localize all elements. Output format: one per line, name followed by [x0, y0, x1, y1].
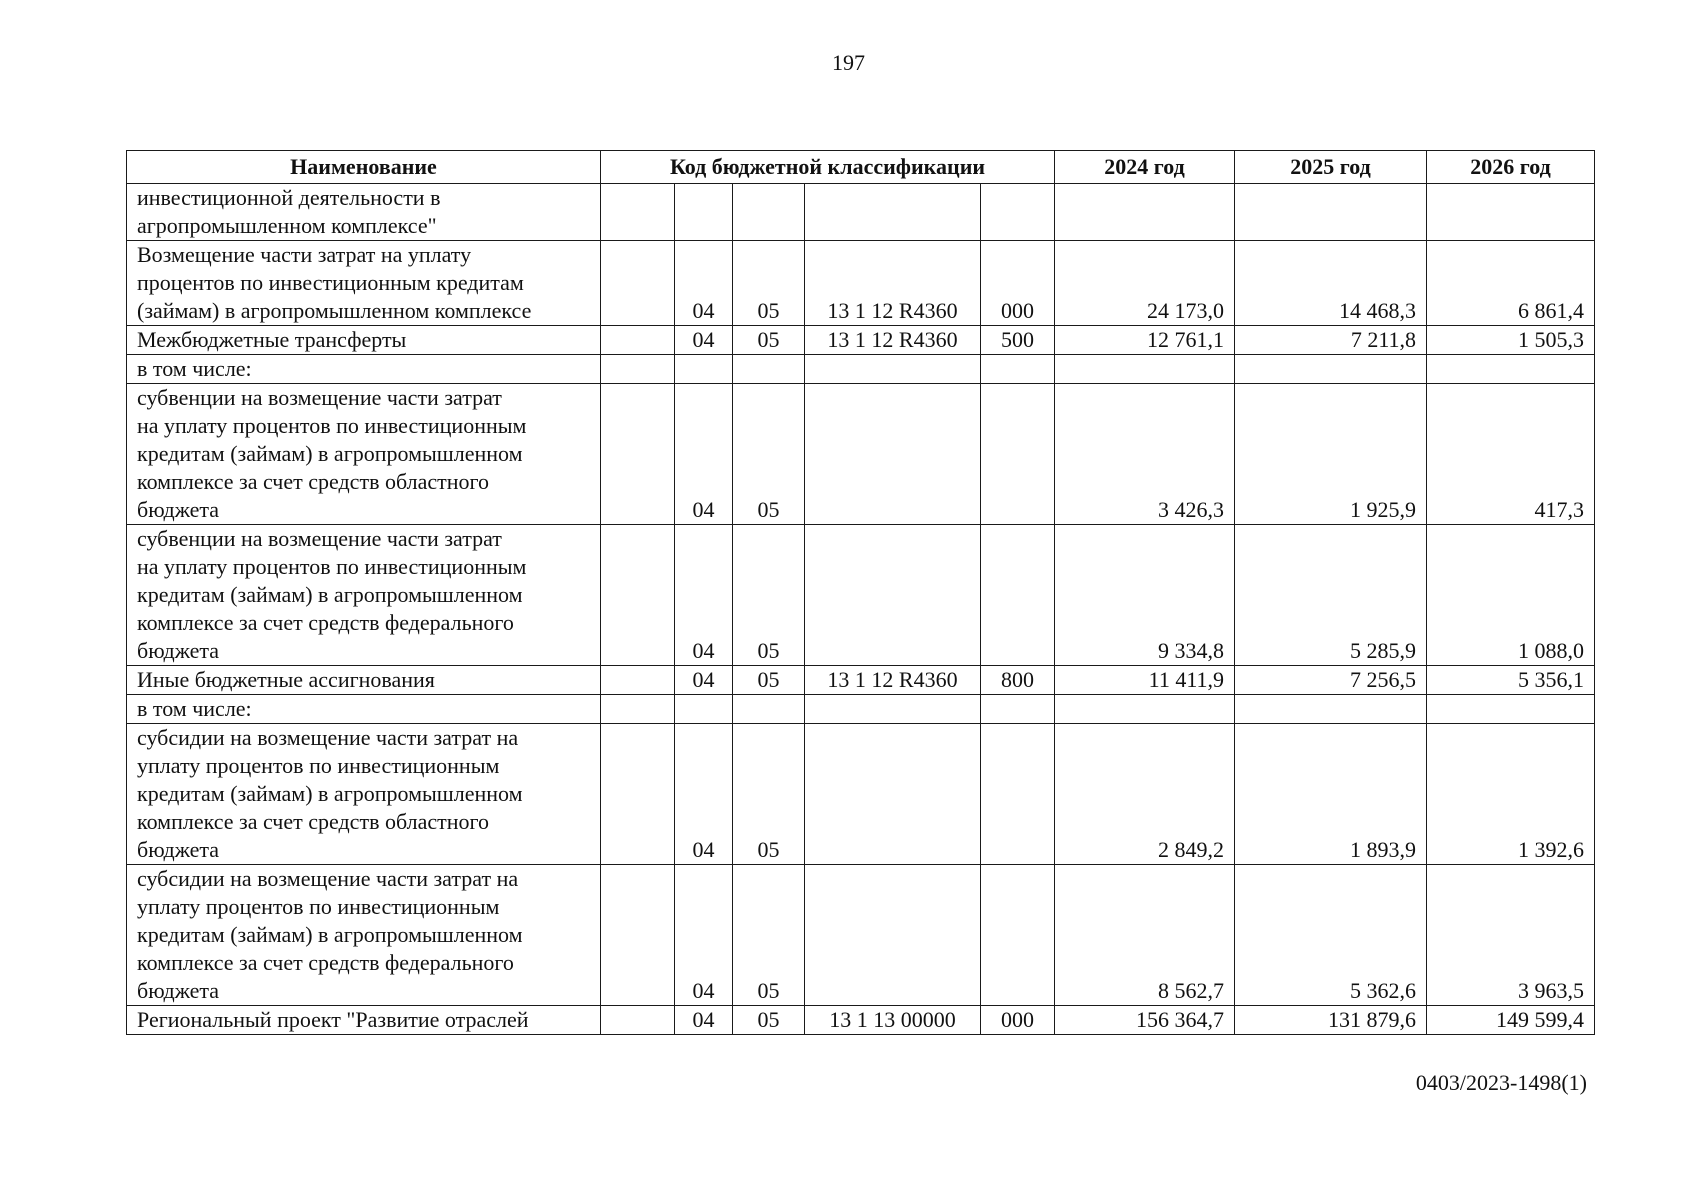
row-name-cell: Возмещение части затрат на уплату процентов по инвестиционным кредитам (займам) в агропромышленном комплексе [127, 241, 601, 326]
row-2024-cell: 11 411,9 [1055, 666, 1235, 695]
row-code-cell [601, 184, 675, 241]
row-2026-cell [1427, 184, 1595, 241]
row-name-cell: Межбюджетные трансферты [127, 326, 601, 355]
row-target-code-cell [805, 525, 981, 666]
row-subsection-cell: 05 [733, 1006, 805, 1035]
table-row [127, 666, 1595, 695]
row-expense-type-cell [981, 865, 1055, 1006]
row-target-code-cell: 13 1 13 00000 [805, 1006, 981, 1035]
row-2024-cell [1055, 695, 1235, 724]
row-target-code-cell: 13 1 12 R4360 [805, 241, 981, 326]
header-name: Наименование [127, 151, 601, 184]
row-code-cell [601, 384, 675, 525]
row-code-cell [601, 865, 675, 1006]
row-2025-cell: 1 893,9 [1235, 724, 1427, 865]
row-subsection-cell [733, 355, 805, 384]
row-expense-type-cell: 500 [981, 326, 1055, 355]
row-name-cell: Иные бюджетные ассигнования [127, 666, 601, 695]
table-header-row [127, 151, 1595, 184]
row-target-code-cell [805, 865, 981, 1006]
row-expense-type-cell [981, 724, 1055, 865]
header-2026: 2026 год [1427, 151, 1595, 184]
table-row [127, 525, 1595, 666]
row-subsection-cell: 05 [733, 326, 805, 355]
table-row [127, 241, 1595, 326]
row-code-cell [601, 355, 675, 384]
row-expense-type-cell [981, 695, 1055, 724]
row-target-code-cell [805, 695, 981, 724]
row-code-cell [601, 666, 675, 695]
row-name-cell: инвестиционной деятельности в агропромышленном комплексе" [127, 184, 601, 241]
row-code-cell [601, 241, 675, 326]
header-budget-code: Код бюджетной классификации [601, 151, 1055, 184]
row-name-cell: в том числе: [127, 355, 601, 384]
row-section-cell [675, 355, 733, 384]
row-2024-cell: 8 562,7 [1055, 865, 1235, 1006]
row-section-cell: 04 [675, 724, 733, 865]
row-section-cell: 04 [675, 525, 733, 666]
row-expense-type-cell [981, 525, 1055, 666]
row-2024-cell [1055, 184, 1235, 241]
budget-table [126, 150, 1595, 1035]
row-name-cell: субвенции на возмещение части затрат на уплату процентов по инвестиционным кредитам (займам) в агропромышленном комплексе за счет средств федерального бюджета [127, 525, 601, 666]
row-2025-cell [1235, 184, 1427, 241]
document-number: 0403/2023-1498(1) [1415, 1070, 1587, 1095]
row-2026-cell: 6 861,4 [1427, 241, 1595, 326]
row-expense-type-cell: 800 [981, 666, 1055, 695]
row-name-cell: в том числе: [127, 695, 601, 724]
row-2024-cell: 156 364,7 [1055, 1006, 1235, 1035]
row-section-cell: 04 [675, 1006, 733, 1035]
row-section-cell: 04 [675, 241, 733, 326]
row-section-cell [675, 184, 733, 241]
row-code-cell [601, 326, 675, 355]
row-expense-type-cell [981, 355, 1055, 384]
row-subsection-cell: 05 [733, 666, 805, 695]
row-subsection-cell: 05 [733, 525, 805, 666]
row-2024-cell: 9 334,8 [1055, 525, 1235, 666]
header-2024: 2024 год [1055, 151, 1235, 184]
row-target-code-cell [805, 184, 981, 241]
header-2025: 2025 год [1235, 151, 1427, 184]
row-code-cell [601, 695, 675, 724]
row-name-cell: субсидии на возмещение части затрат на уплату процентов по инвестиционным кредитам (займам) в агропромышленном комплексе за счет средств федерального бюджета [127, 865, 601, 1006]
row-subsection-cell [733, 184, 805, 241]
row-2026-cell: 1 505,3 [1427, 326, 1595, 355]
row-2026-cell: 149 599,4 [1427, 1006, 1595, 1035]
row-section-cell: 04 [675, 865, 733, 1006]
row-section-cell: 04 [675, 666, 733, 695]
row-subsection-cell: 05 [733, 865, 805, 1006]
row-code-cell [601, 1006, 675, 1035]
row-section-cell: 04 [675, 326, 733, 355]
row-2025-cell [1235, 355, 1427, 384]
row-2025-cell: 5 362,6 [1235, 865, 1427, 1006]
table-row [127, 326, 1595, 355]
table-row [127, 865, 1595, 1006]
row-2026-cell: 417,3 [1427, 384, 1595, 525]
page-number: 197 [832, 50, 865, 75]
row-name-cell: субвенции на возмещение части затрат на уплату процентов по инвестиционным кредитам (займам) в агропромышленном комплексе за счет средств областного бюджета [127, 384, 601, 525]
row-2025-cell: 5 285,9 [1235, 525, 1427, 666]
row-2025-cell: 14 468,3 [1235, 241, 1427, 326]
row-2025-cell: 7 211,8 [1235, 326, 1427, 355]
row-subsection-cell: 05 [733, 384, 805, 525]
row-section-cell: 04 [675, 384, 733, 525]
row-target-code-cell: 13 1 12 R4360 [805, 326, 981, 355]
row-2026-cell: 1 392,6 [1427, 724, 1595, 865]
row-target-code-cell [805, 384, 981, 525]
row-target-code-cell [805, 355, 981, 384]
row-target-code-cell: 13 1 12 R4360 [805, 666, 981, 695]
table-row [127, 355, 1595, 384]
row-2024-cell [1055, 355, 1235, 384]
row-target-code-cell [805, 724, 981, 865]
row-2026-cell: 1 088,0 [1427, 525, 1595, 666]
row-2024-cell: 3 426,3 [1055, 384, 1235, 525]
row-expense-type-cell [981, 184, 1055, 241]
row-expense-type-cell: 000 [981, 1006, 1055, 1035]
row-2025-cell: 131 879,6 [1235, 1006, 1427, 1035]
row-subsection-cell: 05 [733, 724, 805, 865]
table-body [127, 184, 1595, 1035]
table-row [127, 695, 1595, 724]
row-name-cell: субсидии на возмещение части затрат на уплату процентов по инвестиционным кредитам (займам) в агропромышленном комплексе за счет средств областного бюджета [127, 724, 601, 865]
row-2024-cell: 2 849,2 [1055, 724, 1235, 865]
row-2026-cell: 3 963,5 [1427, 865, 1595, 1006]
row-expense-type-cell [981, 384, 1055, 525]
row-2025-cell [1235, 695, 1427, 724]
row-expense-type-cell: 000 [981, 241, 1055, 326]
row-code-cell [601, 724, 675, 865]
table-row [127, 384, 1595, 525]
row-subsection-cell: 05 [733, 241, 805, 326]
row-name-cell: Региональный проект "Развитие отраслей [127, 1006, 601, 1035]
row-subsection-cell [733, 695, 805, 724]
table-row [127, 724, 1595, 865]
row-2026-cell [1427, 695, 1595, 724]
row-2026-cell: 5 356,1 [1427, 666, 1595, 695]
table-row [127, 184, 1595, 241]
table-row [127, 1006, 1595, 1035]
row-section-cell [675, 695, 733, 724]
row-2024-cell: 12 761,1 [1055, 326, 1235, 355]
row-2026-cell [1427, 355, 1595, 384]
row-code-cell [601, 525, 675, 666]
row-2024-cell: 24 173,0 [1055, 241, 1235, 326]
row-2025-cell: 1 925,9 [1235, 384, 1427, 525]
row-2025-cell: 7 256,5 [1235, 666, 1427, 695]
